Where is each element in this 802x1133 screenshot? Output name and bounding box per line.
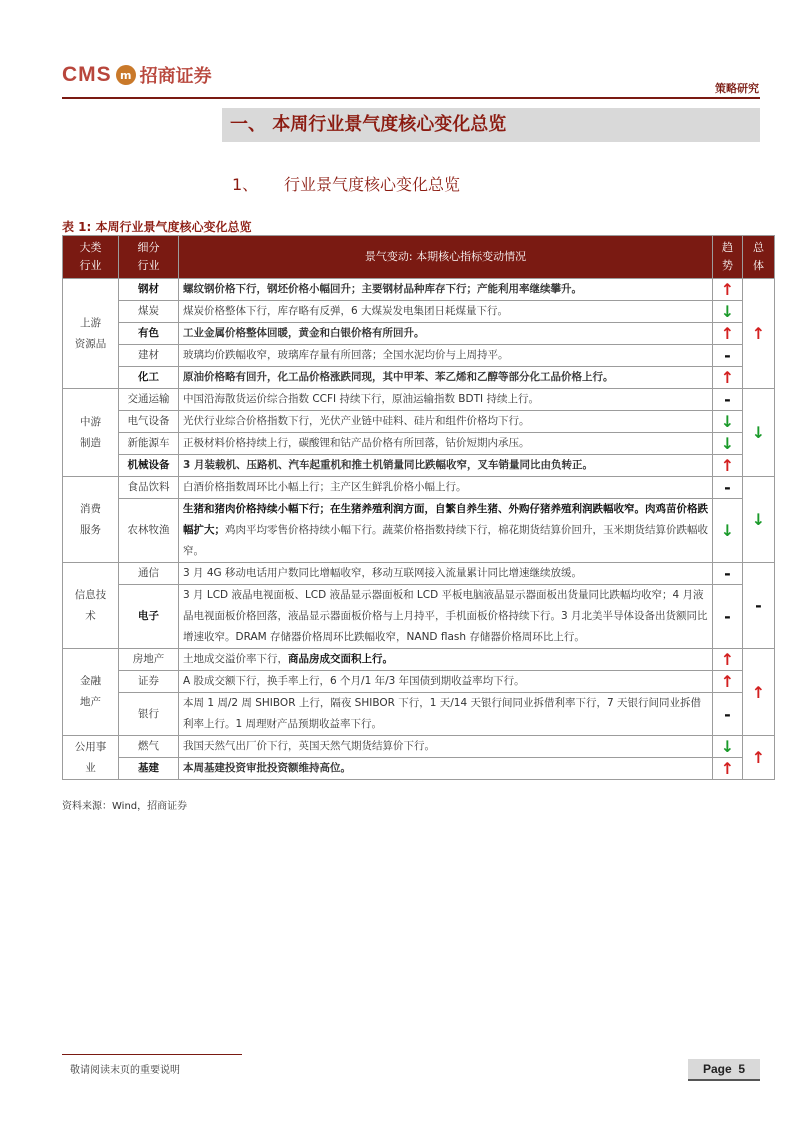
description-cell: 正极材料价格持续上行，碳酸锂和钴产品价格有所回落，钴价短期内承压。 [179, 433, 713, 455]
logo-en: CMS [62, 63, 112, 86]
overall-trend-icon: ↓ [743, 477, 775, 563]
subcategory-cell: 证券 [119, 671, 179, 693]
subcategory-cell: 钢材 [119, 279, 179, 301]
table-row [63, 649, 775, 671]
header-description: 景气变动: 本期核心指标变动情况 [179, 236, 713, 279]
company-logo [62, 62, 212, 88]
header-divider [62, 97, 760, 99]
description-cell: 中国沿海散货运价综合指数 CCFI 持续下行，原油运输指数 BDTI 持续上行。 [179, 389, 713, 411]
subcategory-cell: 机械设备 [119, 455, 179, 477]
description-cell: 螺纹钢价格下行，钢坯价格小幅回升；主要钢材品种库存下行；产能利用率继续攀升。 [179, 279, 713, 301]
description-cell: 我国天然气出厂价下行，英国天然气期货结算价下行。 [179, 736, 713, 758]
description-cell: 原油价格略有回升，化工品价格涨跌同现，其中甲苯、苯乙烯和乙醇等部分化工品价格上行。 [179, 367, 713, 389]
trend-arrow-icon: - [713, 563, 743, 585]
subcategory-cell: 农林牧渔 [119, 499, 179, 563]
subcategory-cell: 煤炭 [119, 301, 179, 323]
description-cell: 光伏行业综合价格指数下行，光伏产业链中硅料、硅片和组件价格均下行。 [179, 411, 713, 433]
description-cell: 3 月 4G 移动电话用户数同比增幅收窄，移动互联网接入流量累计同比增速继续放缓。 [179, 563, 713, 585]
category-cell: 信息技 术 [63, 563, 119, 649]
description-bold: 生猪和猪肉价格持续小幅下行；在生猪养殖利润方面，自繁自养生猪、外购仔猪养殖利润跌幅收窄。肉鸡苗价格跌幅扩大； [183, 503, 708, 536]
subcategory-cell: 燃气 [119, 736, 179, 758]
table-row [63, 693, 775, 736]
page-number: Page 5 [688, 1059, 760, 1081]
subsection-number: 1、 [232, 175, 259, 194]
subcategory-cell: 基建 [119, 758, 179, 780]
trend-arrow-icon: - [713, 345, 743, 367]
description-cell: 3 月 LCD 液晶电视面板、LCD 液晶显示器面板和 LCD 平板电脑液晶显示器面板出货量同比跌幅均收窄；4 月液晶电视面板价格回落，液晶显示器面板价格与上月持平，手机面板价格持续下行。3 月北美半导体设备出货额同比增速收窄。DRAM 存储器价格周环比跌幅收窄，NAND flash 存储器价格周环比上行。 [179, 585, 713, 649]
category-cell: 公用事 业 [63, 736, 119, 780]
header-category: 大类 行业 [63, 236, 119, 279]
description-cell [179, 649, 713, 671]
table-row [63, 279, 775, 301]
overall-trend-icon: ↑ [743, 736, 775, 780]
table-row [63, 455, 775, 477]
subsection-text: 行业景气度核心变化总览 [284, 175, 461, 194]
header-overall: 总 体 [743, 236, 775, 279]
subcategory-cell: 房地产 [119, 649, 179, 671]
table-caption: 表 1: 本周行业景气度核心变化总览 [62, 220, 252, 234]
overall-trend-icon: ↑ [743, 279, 775, 389]
subcategory-cell: 交通运输 [119, 389, 179, 411]
subcategory-cell: 新能源车 [119, 433, 179, 455]
description-text: 土地成交溢价率下行， [183, 653, 288, 665]
table-body [63, 279, 775, 780]
header-trend: 趋 势 [713, 236, 743, 279]
description-cell: 白酒价格指数周环比小幅上行；主产区生鲜乳价格小幅上行。 [179, 477, 713, 499]
trend-arrow-icon: ↓ [713, 499, 743, 563]
trend-arrow-icon: - [713, 585, 743, 649]
subcategory-cell: 电气设备 [119, 411, 179, 433]
description-cell: 玻璃均价跌幅收窄，玻璃库存量有所回落；全国水泥均价与上周持平。 [179, 345, 713, 367]
table-row [63, 736, 775, 758]
logo-seal-icon: m [116, 65, 136, 85]
table-row [63, 301, 775, 323]
category-cell: 中游 制造 [63, 389, 119, 477]
subcategory-cell: 通信 [119, 563, 179, 585]
trend-arrow-icon: ↑ [713, 367, 743, 389]
category-cell: 上游 资源品 [63, 279, 119, 389]
trend-arrow-icon: ↑ [713, 758, 743, 780]
description-cell: 煤炭价格整体下行，库存略有反弹，6 大煤炭发电集团日耗煤量下行。 [179, 301, 713, 323]
table-row [63, 411, 775, 433]
table-row [63, 433, 775, 455]
subcategory-cell: 银行 [119, 693, 179, 736]
report-category: 策略研究 [715, 82, 759, 95]
subsection-title [232, 172, 460, 195]
description-cell: 本周基建投资审批投资额维持高位。 [179, 758, 713, 780]
trend-arrow-icon: ↓ [713, 411, 743, 433]
trend-arrow-icon: ↓ [713, 736, 743, 758]
table-row [63, 758, 775, 780]
description-cell: A 股成交额下行，换手率上行，6 个月/1 年/3 年国债到期收益率均下行。 [179, 671, 713, 693]
source-note: 资料来源：Wind，招商证券 [62, 801, 188, 812]
table-row [63, 367, 775, 389]
description-cell: 工业金属价格整体回暖，黄金和白银价格有所回升。 [179, 323, 713, 345]
table-row [63, 345, 775, 367]
overall-trend-icon: ↑ [743, 649, 775, 736]
description-cell [179, 499, 713, 563]
table-row [63, 563, 775, 585]
overall-trend-icon: - [743, 563, 775, 649]
subcategory-cell: 电子 [119, 585, 179, 649]
trend-arrow-icon: ↑ [713, 671, 743, 693]
category-cell: 金融 地产 [63, 649, 119, 736]
trend-arrow-icon: ↓ [713, 433, 743, 455]
subcategory-cell: 食品饮料 [119, 477, 179, 499]
trend-arrow-icon: - [713, 693, 743, 736]
table-row [63, 389, 775, 411]
trend-arrow-icon: ↑ [713, 649, 743, 671]
description-text: 鸡肉平均零售价格持续小幅下行。蔬菜价格指数持续下行，棉花期货结算价回升，玉米期货结算价跌幅收窄。 [183, 524, 708, 557]
logo-cn: 招商证券 [139, 66, 212, 87]
trend-arrow-icon: ↑ [713, 279, 743, 301]
subcategory-cell: 建材 [119, 345, 179, 367]
trend-arrow-icon: ↑ [713, 455, 743, 477]
trend-arrow-icon: - [713, 477, 743, 499]
table-header-row [63, 236, 775, 279]
table-row [63, 477, 775, 499]
table-row [63, 499, 775, 563]
category-cell: 消费 服务 [63, 477, 119, 563]
trend-arrow-icon: ↑ [713, 323, 743, 345]
table-row [63, 585, 775, 649]
industry-table [62, 235, 775, 780]
footer-divider [62, 1054, 242, 1055]
description-bold: 商品房成交面积上行。 [288, 653, 393, 665]
subcategory-cell: 化工 [119, 367, 179, 389]
section-title: 一、 本周行业景气度核心变化总览 [222, 108, 760, 142]
trend-arrow-icon: ↓ [713, 301, 743, 323]
header-subcategory: 细分 行业 [119, 236, 179, 279]
table-row [63, 671, 775, 693]
description-cell: 本周 1 周/2 周 SHIBOR 上行，隔夜 SHIBOR 下行，1 天/14 天银行间同业拆借利率下行，7 天银行间同业拆借利率上行。1 周理财产品预期收益率下行。 [179, 693, 713, 736]
subcategory-cell: 有色 [119, 323, 179, 345]
footer-note: 敬请阅读末页的重要说明 [70, 1065, 180, 1076]
description-cell: 3 月装载机、压路机、汽车起重机和推土机销量同比跌幅收窄，叉车销量同比由负转正。 [179, 455, 713, 477]
table-row [63, 323, 775, 345]
overall-trend-icon: ↓ [743, 389, 775, 477]
trend-arrow-icon: - [713, 389, 743, 411]
